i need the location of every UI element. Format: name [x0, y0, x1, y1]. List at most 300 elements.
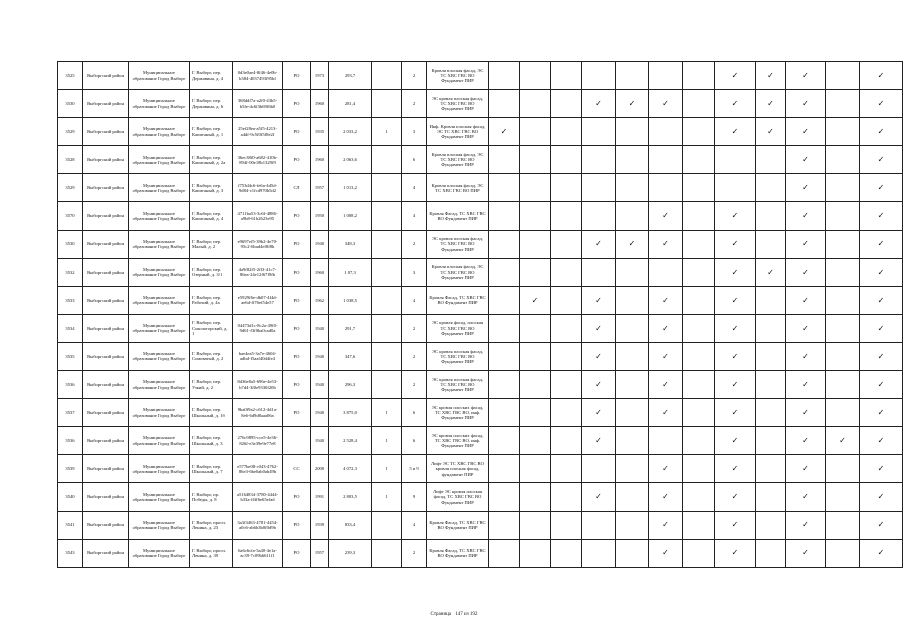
table-row — [58, 202, 903, 230]
municipality-cell: Муниципальное образование Город Выборг — [129, 314, 190, 342]
address-cell: Г. Выборг, просп. Ленина, д. 39 — [190, 539, 233, 567]
empty-check-cell — [683, 202, 715, 230]
checkmark-icon: ✓ — [860, 146, 903, 174]
works-list-cell: ЭС кровля плоская фасад, ТС ХВС ГВС ВО Фундамент ПИР — [427, 371, 489, 399]
empty-check-cell — [520, 455, 551, 483]
checkmark-icon: ✓ — [649, 90, 683, 118]
wall-material-cell: РО — [283, 483, 311, 511]
empty-check-cell — [489, 427, 520, 455]
table-row — [58, 146, 903, 174]
floors-cell: 6 — [402, 427, 427, 455]
total-area-cell: 2 033,2 — [329, 118, 372, 146]
floors-cell: 3 — [402, 118, 427, 146]
checkmark-icon: ✓ — [616, 230, 649, 258]
empty-check-cell — [826, 118, 860, 146]
table-row — [58, 174, 903, 202]
empty-check-cell — [616, 286, 649, 314]
municipality-cell: Муниципальное образование Город Выборг — [129, 118, 190, 146]
empty-check-cell — [616, 427, 649, 455]
record-id-cell: 3528 — [58, 146, 83, 174]
year-built-cell: 1960 — [311, 258, 329, 286]
municipality-cell: Муниципальное образование Город Выборг — [129, 146, 190, 174]
checkmark-icon: ✓ — [826, 427, 860, 455]
total-area-cell: 281,4 — [329, 90, 372, 118]
guid-cell: 8d36e8a5-696e-4e53-b7d4-3f0e9330f20b — [233, 371, 283, 399]
empty-check-cell — [489, 342, 520, 370]
empty-check-cell — [826, 539, 860, 567]
empty-check-cell — [520, 258, 551, 286]
empty-check-cell — [756, 342, 786, 370]
works-list-cell: Кровля плоская фасад, ЭС ТС ХВС ГВС ВО Фундамент ПИР — [427, 146, 489, 174]
works-list-cell: Лифт ЭС ТС ХВС ГВС ВО кровля плоская фасад, фундамент ПИР — [427, 455, 489, 483]
checkmark-icon: ✓ — [860, 342, 903, 370]
checkmark-icon: ✓ — [786, 230, 826, 258]
count-cell — [372, 286, 402, 314]
guid-cell: f753d4c6-fe6a-4d5d-9d84-c1fcd970b5d2 — [233, 174, 283, 202]
guid-cell: 276c9895-cce5-4e36-826f-e3e39e9e77e8 — [233, 427, 283, 455]
empty-check-cell — [551, 118, 582, 146]
empty-check-cell — [683, 483, 715, 511]
checkmark-icon: ✓ — [582, 483, 616, 511]
floors-cell: 6 — [402, 399, 427, 427]
empty-check-cell — [683, 286, 715, 314]
checkmark-icon: ✓ — [860, 483, 903, 511]
empty-check-cell — [756, 539, 786, 567]
floors-cell: 2 — [402, 539, 427, 567]
works-list-cell: ЭС кровля плоская фасад, ТС ХВС ГВС ВО Фундамент ПИР — [427, 230, 489, 258]
year-built-cell: 1950 — [311, 202, 329, 230]
empty-check-cell — [826, 286, 860, 314]
checkmark-icon: ✓ — [786, 371, 826, 399]
checkmark-icon: ✓ — [715, 399, 756, 427]
checkmark-icon: ✓ — [860, 427, 903, 455]
checkmark-icon: ✓ — [786, 511, 826, 539]
record-id-cell: 3532 — [58, 258, 83, 286]
record-id-cell: 3539 — [58, 455, 83, 483]
district-cell: Выборгский район — [83, 539, 129, 567]
address-cell: Г. Выборг, пер. Озерный, д. 3/1 — [190, 258, 233, 286]
empty-check-cell — [551, 399, 582, 427]
address-cell: Г. Выборг, пр. Победы, д. 8 — [190, 483, 233, 511]
checkmark-icon: ✓ — [715, 62, 756, 90]
empty-check-cell — [826, 483, 860, 511]
year-built-cell: 1940 — [311, 230, 329, 258]
year-built-cell: 1960 — [311, 146, 329, 174]
checkmark-icon: ✓ — [616, 90, 649, 118]
checkmark-icon: ✓ — [715, 286, 756, 314]
empty-check-cell — [520, 342, 551, 370]
empty-check-cell — [489, 202, 520, 230]
checkmark-icon: ✓ — [860, 455, 903, 483]
empty-check-cell — [489, 230, 520, 258]
empty-check-cell — [582, 511, 616, 539]
floors-cell: 4 — [402, 202, 427, 230]
empty-check-cell — [756, 146, 786, 174]
district-cell: Выборгский район — [83, 371, 129, 399]
checkmark-icon: ✓ — [715, 118, 756, 146]
table-row — [58, 455, 903, 483]
checkmark-icon: ✓ — [649, 455, 683, 483]
count-cell: 1 — [372, 399, 402, 427]
year-built-cell: 1957 — [311, 539, 329, 567]
empty-check-cell — [520, 539, 551, 567]
total-area-cell: 347,6 — [329, 342, 372, 370]
empty-check-cell — [826, 511, 860, 539]
count-cell — [372, 90, 402, 118]
empty-check-cell — [582, 118, 616, 146]
empty-check-cell — [551, 202, 582, 230]
district-cell: Выборгский район — [83, 90, 129, 118]
empty-check-cell — [520, 146, 551, 174]
district-cell: Выборгский район — [83, 399, 129, 427]
empty-check-cell — [826, 399, 860, 427]
total-area-cell: 2 063,6 — [329, 146, 372, 174]
empty-check-cell — [683, 62, 715, 90]
table-row — [58, 90, 903, 118]
empty-check-cell — [649, 427, 683, 455]
district-cell: Выборгский район — [83, 342, 129, 370]
record-id-cell: 3530 — [58, 90, 83, 118]
empty-check-cell — [826, 230, 860, 258]
works-list-cell: Кровля Фасад, ТС ХВС ГВС ВО Фундамент ПИР — [427, 539, 489, 567]
checkmark-icon: ✓ — [786, 286, 826, 314]
checkmark-icon: ✓ — [582, 342, 616, 370]
empty-check-cell — [715, 174, 756, 202]
checkmark-icon: ✓ — [715, 258, 756, 286]
total-area-cell: 291,7 — [329, 314, 372, 342]
count-cell — [372, 146, 402, 174]
empty-check-cell — [683, 539, 715, 567]
empty-check-cell — [683, 258, 715, 286]
address-cell: Г. Выборг, пер. Капитаный, д. 2а — [190, 146, 233, 174]
empty-check-cell — [616, 399, 649, 427]
address-cell: Г. Выборг, пер. Школьный, д. 3 — [190, 427, 233, 455]
empty-check-cell — [582, 539, 616, 567]
empty-check-cell — [683, 146, 715, 174]
empty-check-cell — [520, 483, 551, 511]
municipality-cell: Муниципальное образование Город Выборг — [129, 427, 190, 455]
record-id-cell: 3541 — [58, 511, 83, 539]
empty-check-cell — [616, 539, 649, 567]
district-cell: Выборгский район — [83, 258, 129, 286]
empty-check-cell — [551, 146, 582, 174]
total-area-cell: 1 038,5 — [329, 286, 372, 314]
guid-cell: 4a9f82f5-2ff3-41c7-86ea-24e12f67f9fb — [233, 258, 283, 286]
wall-material-cell: РО — [283, 118, 311, 146]
table-row — [58, 371, 903, 399]
empty-check-cell — [551, 230, 582, 258]
floors-cell: 9 — [402, 483, 427, 511]
wall-material-cell: РО — [283, 146, 311, 174]
empty-check-cell — [551, 342, 582, 370]
checkmark-icon: ✓ — [786, 399, 826, 427]
empty-check-cell — [489, 483, 520, 511]
empty-check-cell — [683, 342, 715, 370]
count-cell — [372, 230, 402, 258]
table-row — [58, 539, 903, 567]
checkmark-icon: ✓ — [786, 62, 826, 90]
empty-check-cell — [616, 371, 649, 399]
empty-check-cell — [616, 342, 649, 370]
record-id-cell: 3529 — [58, 174, 83, 202]
empty-check-cell — [616, 62, 649, 90]
works-list-cell: ЭС кровля плоская фасад, ТС ХВС ГВС ВО Фундамент ПИР — [427, 342, 489, 370]
checkmark-icon: ✓ — [715, 371, 756, 399]
checkmark-icon: ✓ — [649, 342, 683, 370]
checkmark-icon: ✓ — [786, 314, 826, 342]
empty-check-cell — [756, 230, 786, 258]
address-cell: Г. Выборг, пер. Капитаный, д. 3 — [190, 174, 233, 202]
works-list-cell: Кровля плоская фасад, ЭС ТС ХВС ГВС ВО Фундамент ПИР — [427, 258, 489, 286]
floors-cell: 2 — [402, 371, 427, 399]
checkmark-icon: ✓ — [649, 483, 683, 511]
checkmark-icon: ✓ — [860, 202, 903, 230]
total-area-cell: 239,3 — [329, 539, 372, 567]
guid-cell: 0d3e0ae4-8f46-4e0b-b384-4037493f95bf — [233, 62, 283, 90]
wall-material-cell: РО — [283, 286, 311, 314]
empty-check-cell — [520, 174, 551, 202]
table-row — [58, 511, 903, 539]
record-id-cell: 3535 — [58, 342, 83, 370]
empty-check-cell — [683, 314, 715, 342]
table-row — [58, 399, 903, 427]
table-row — [58, 314, 903, 342]
year-built-cell: 1940 — [311, 342, 329, 370]
record-id-cell: 3543 — [58, 539, 83, 567]
record-id-cell: 3525 — [58, 62, 83, 90]
empty-check-cell — [616, 174, 649, 202]
checkmark-icon: ✓ — [786, 202, 826, 230]
district-cell: Выборгский район — [83, 146, 129, 174]
checkmark-icon: ✓ — [786, 455, 826, 483]
checkmark-icon: ✓ — [860, 286, 903, 314]
empty-check-cell — [649, 146, 683, 174]
record-id-cell: 3534 — [58, 314, 83, 342]
record-id-cell: 3536 — [58, 427, 83, 455]
checkmark-icon: ✓ — [786, 174, 826, 202]
empty-check-cell — [520, 399, 551, 427]
checkmark-icon: ✓ — [715, 202, 756, 230]
year-built-cell: 1935 — [311, 118, 329, 146]
checkmark-icon: ✓ — [860, 174, 903, 202]
checkmark-icon: ✓ — [489, 118, 520, 146]
empty-check-cell — [756, 371, 786, 399]
checkmark-icon: ✓ — [786, 427, 826, 455]
checkmark-icon: ✓ — [649, 230, 683, 258]
checkmark-icon: ✓ — [715, 342, 756, 370]
checkmark-icon: ✓ — [786, 258, 826, 286]
wall-material-cell: РО — [283, 230, 311, 258]
works-list-cell: Инф. Кровля плоская фасад, ЭС ТС ХВС ГВС ВО Фундамент ПИР — [427, 118, 489, 146]
checkmark-icon: ✓ — [786, 342, 826, 370]
empty-check-cell — [582, 174, 616, 202]
district-cell: Выборгский район — [83, 174, 129, 202]
empty-check-cell — [551, 62, 582, 90]
count-cell — [372, 314, 402, 342]
checkmark-icon: ✓ — [649, 202, 683, 230]
empty-check-cell — [683, 511, 715, 539]
record-id-cell: 3537 — [58, 399, 83, 427]
empty-check-cell — [520, 202, 551, 230]
empty-check-cell — [683, 90, 715, 118]
count-cell — [372, 539, 402, 567]
wall-material-cell: РО — [283, 90, 311, 118]
empty-check-cell — [756, 202, 786, 230]
municipality-cell: Муниципальное образование Город Выборг — [129, 539, 190, 567]
municipality-cell: Муниципальное образование Город Выборг — [129, 258, 190, 286]
wall-material-cell: РО — [283, 399, 311, 427]
count-cell — [372, 202, 402, 230]
empty-check-cell — [756, 483, 786, 511]
checkmark-icon: ✓ — [756, 90, 786, 118]
checkmark-icon: ✓ — [520, 286, 551, 314]
empty-check-cell — [489, 174, 520, 202]
empty-check-cell — [683, 455, 715, 483]
count-cell — [372, 62, 402, 90]
checkmark-icon: ✓ — [756, 258, 786, 286]
year-built-cell: 1940 — [311, 399, 329, 427]
total-area-cell: 2 803,5 — [329, 483, 372, 511]
record-id-cell: 3540 — [58, 483, 83, 511]
count-cell: 1 — [372, 118, 402, 146]
guid-cell: 3a3f3463-4781-4454-a0c6-ab6b3b0f0d9b — [233, 511, 283, 539]
empty-check-cell — [489, 146, 520, 174]
empty-check-cell — [826, 146, 860, 174]
empty-check-cell — [582, 146, 616, 174]
wall-material-cell: РО — [283, 258, 311, 286]
guid-cell: 04473d1c-8c2a-49f0-9d61-f3f0ba0cad0a — [233, 314, 283, 342]
empty-check-cell — [551, 511, 582, 539]
wall-material-cell — [283, 427, 311, 455]
works-list-cell: ЭС кровля фасад, плоская ТС ХВС ГВС ВО Фундамент ПИР — [427, 314, 489, 342]
checkmark-icon: ✓ — [786, 90, 826, 118]
works-list-cell: Кровля плоская фасад, ЭС ТС ХВС ГВС ВО Фундамент ПИР — [427, 62, 489, 90]
district-cell: Выборгский район — [83, 230, 129, 258]
year-built-cell: 1962 — [311, 286, 329, 314]
page-number: 147 из 192 — [455, 612, 478, 617]
address-cell: Г. Выборг, пер. Узкий, д. 2 — [190, 371, 233, 399]
guid-cell: e9697ef5-39b2-4e70-95c2-6bad4ef8f8b — [233, 230, 283, 258]
empty-check-cell — [582, 455, 616, 483]
guid-cell: 9ba0f9a2-c612-4d1a-8e6-6d9d8aaa06a — [233, 399, 283, 427]
empty-check-cell — [520, 230, 551, 258]
address-cell: Г. Выборг, пер. Капитаный, д. 1 — [190, 118, 233, 146]
empty-check-cell — [756, 314, 786, 342]
table-row — [58, 483, 903, 511]
floors-cell: 4 — [402, 511, 427, 539]
empty-check-cell — [649, 174, 683, 202]
total-area-cell: 3 875,0 — [329, 399, 372, 427]
empty-check-cell — [826, 258, 860, 286]
year-built-cell: 1960 — [311, 90, 329, 118]
address-cell: Г. Выборг, пер. Сокологорский, д. 1 — [190, 314, 233, 342]
floors-cell: 4 — [402, 286, 427, 314]
wall-material-cell: СЛ — [283, 174, 311, 202]
total-area-cell: 1 07,3 — [329, 258, 372, 286]
checkmark-icon: ✓ — [860, 230, 903, 258]
wall-material-cell: РО — [283, 62, 311, 90]
record-id-cell: 3530 — [58, 230, 83, 258]
empty-check-cell — [582, 258, 616, 286]
record-id-cell: 3533 — [58, 286, 83, 314]
wall-material-cell: РО — [283, 511, 311, 539]
table-row — [58, 427, 903, 455]
total-area-cell: 1 013,2 — [329, 174, 372, 202]
table-row — [58, 62, 903, 90]
count-cell: 1 — [372, 427, 402, 455]
works-list-cell: Кровля Фасад, ТС ХВС ГВС ВО Фундамент ПИР — [427, 511, 489, 539]
address-cell: Г. Выборг, пер. Малый, д. 2 — [190, 230, 233, 258]
municipality-cell: Муниципальное образование Город Выборг — [129, 90, 190, 118]
checkmark-icon: ✓ — [649, 511, 683, 539]
year-built-cell: 1940 — [311, 427, 329, 455]
count-cell — [372, 511, 402, 539]
checkmark-icon: ✓ — [756, 62, 786, 90]
checkmark-icon: ✓ — [860, 62, 903, 90]
empty-check-cell — [683, 118, 715, 146]
empty-check-cell — [826, 62, 860, 90]
empty-check-cell — [756, 455, 786, 483]
empty-check-cell — [489, 90, 520, 118]
table-row — [58, 342, 903, 370]
record-id-cell: 3570 — [58, 202, 83, 230]
floors-cell: 6 — [402, 146, 427, 174]
empty-check-cell — [520, 62, 551, 90]
guid-cell: 4711ba53-3c6f-4886-a9b8-61b2623e95 — [233, 202, 283, 230]
empty-check-cell — [826, 342, 860, 370]
guid-cell: a5164834-3780-4444-b33a-f4ff6e65efad — [233, 483, 283, 511]
municipality-cell: Муниципальное образование Город Выборг — [129, 455, 190, 483]
floors-cell: 2 — [402, 90, 427, 118]
empty-check-cell — [489, 539, 520, 567]
empty-check-cell — [551, 455, 582, 483]
checkmark-icon: ✓ — [715, 90, 756, 118]
checkmark-icon: ✓ — [860, 399, 903, 427]
checkmark-icon: ✓ — [715, 230, 756, 258]
checkmark-icon: ✓ — [582, 286, 616, 314]
address-cell: Г. Выборг, пер. Школьный, д. 7 — [190, 455, 233, 483]
address-cell: Г. Выборг, пер. Школьный, д. 1б — [190, 399, 233, 427]
guid-cell: e5929f6e-db07-4f4d-ae6d-ff76ef54e57 — [233, 286, 283, 314]
checkmark-icon: ✓ — [582, 230, 616, 258]
wall-material-cell: РО — [283, 371, 311, 399]
year-built-cell: 1991 — [311, 483, 329, 511]
empty-check-cell — [616, 314, 649, 342]
empty-check-cell — [616, 258, 649, 286]
guid-cell: 368ddf7a-a2f0-43b5-b5fe-dc6f3b69f6b0 — [233, 90, 283, 118]
checkmark-icon: ✓ — [786, 118, 826, 146]
municipality-cell: Муниципальное образование Город Выборг — [129, 511, 190, 539]
empty-check-cell — [616, 146, 649, 174]
records-table — [57, 61, 903, 568]
count-cell — [372, 371, 402, 399]
checkmark-icon: ✓ — [860, 371, 903, 399]
empty-check-cell — [489, 286, 520, 314]
empty-check-cell — [520, 371, 551, 399]
empty-check-cell — [826, 90, 860, 118]
checkmark-icon: ✓ — [649, 314, 683, 342]
total-area-cell: 2 528,4 — [329, 427, 372, 455]
empty-check-cell — [756, 427, 786, 455]
floors-cell: 2 — [402, 314, 427, 342]
checkmark-icon: ✓ — [715, 314, 756, 342]
municipality-cell: Муниципальное образование Город Выборг — [129, 371, 190, 399]
empty-check-cell — [715, 146, 756, 174]
wall-material-cell: РО — [283, 342, 311, 370]
empty-check-cell — [582, 62, 616, 90]
checkmark-icon: ✓ — [649, 371, 683, 399]
year-built-cell: 1957 — [311, 174, 329, 202]
